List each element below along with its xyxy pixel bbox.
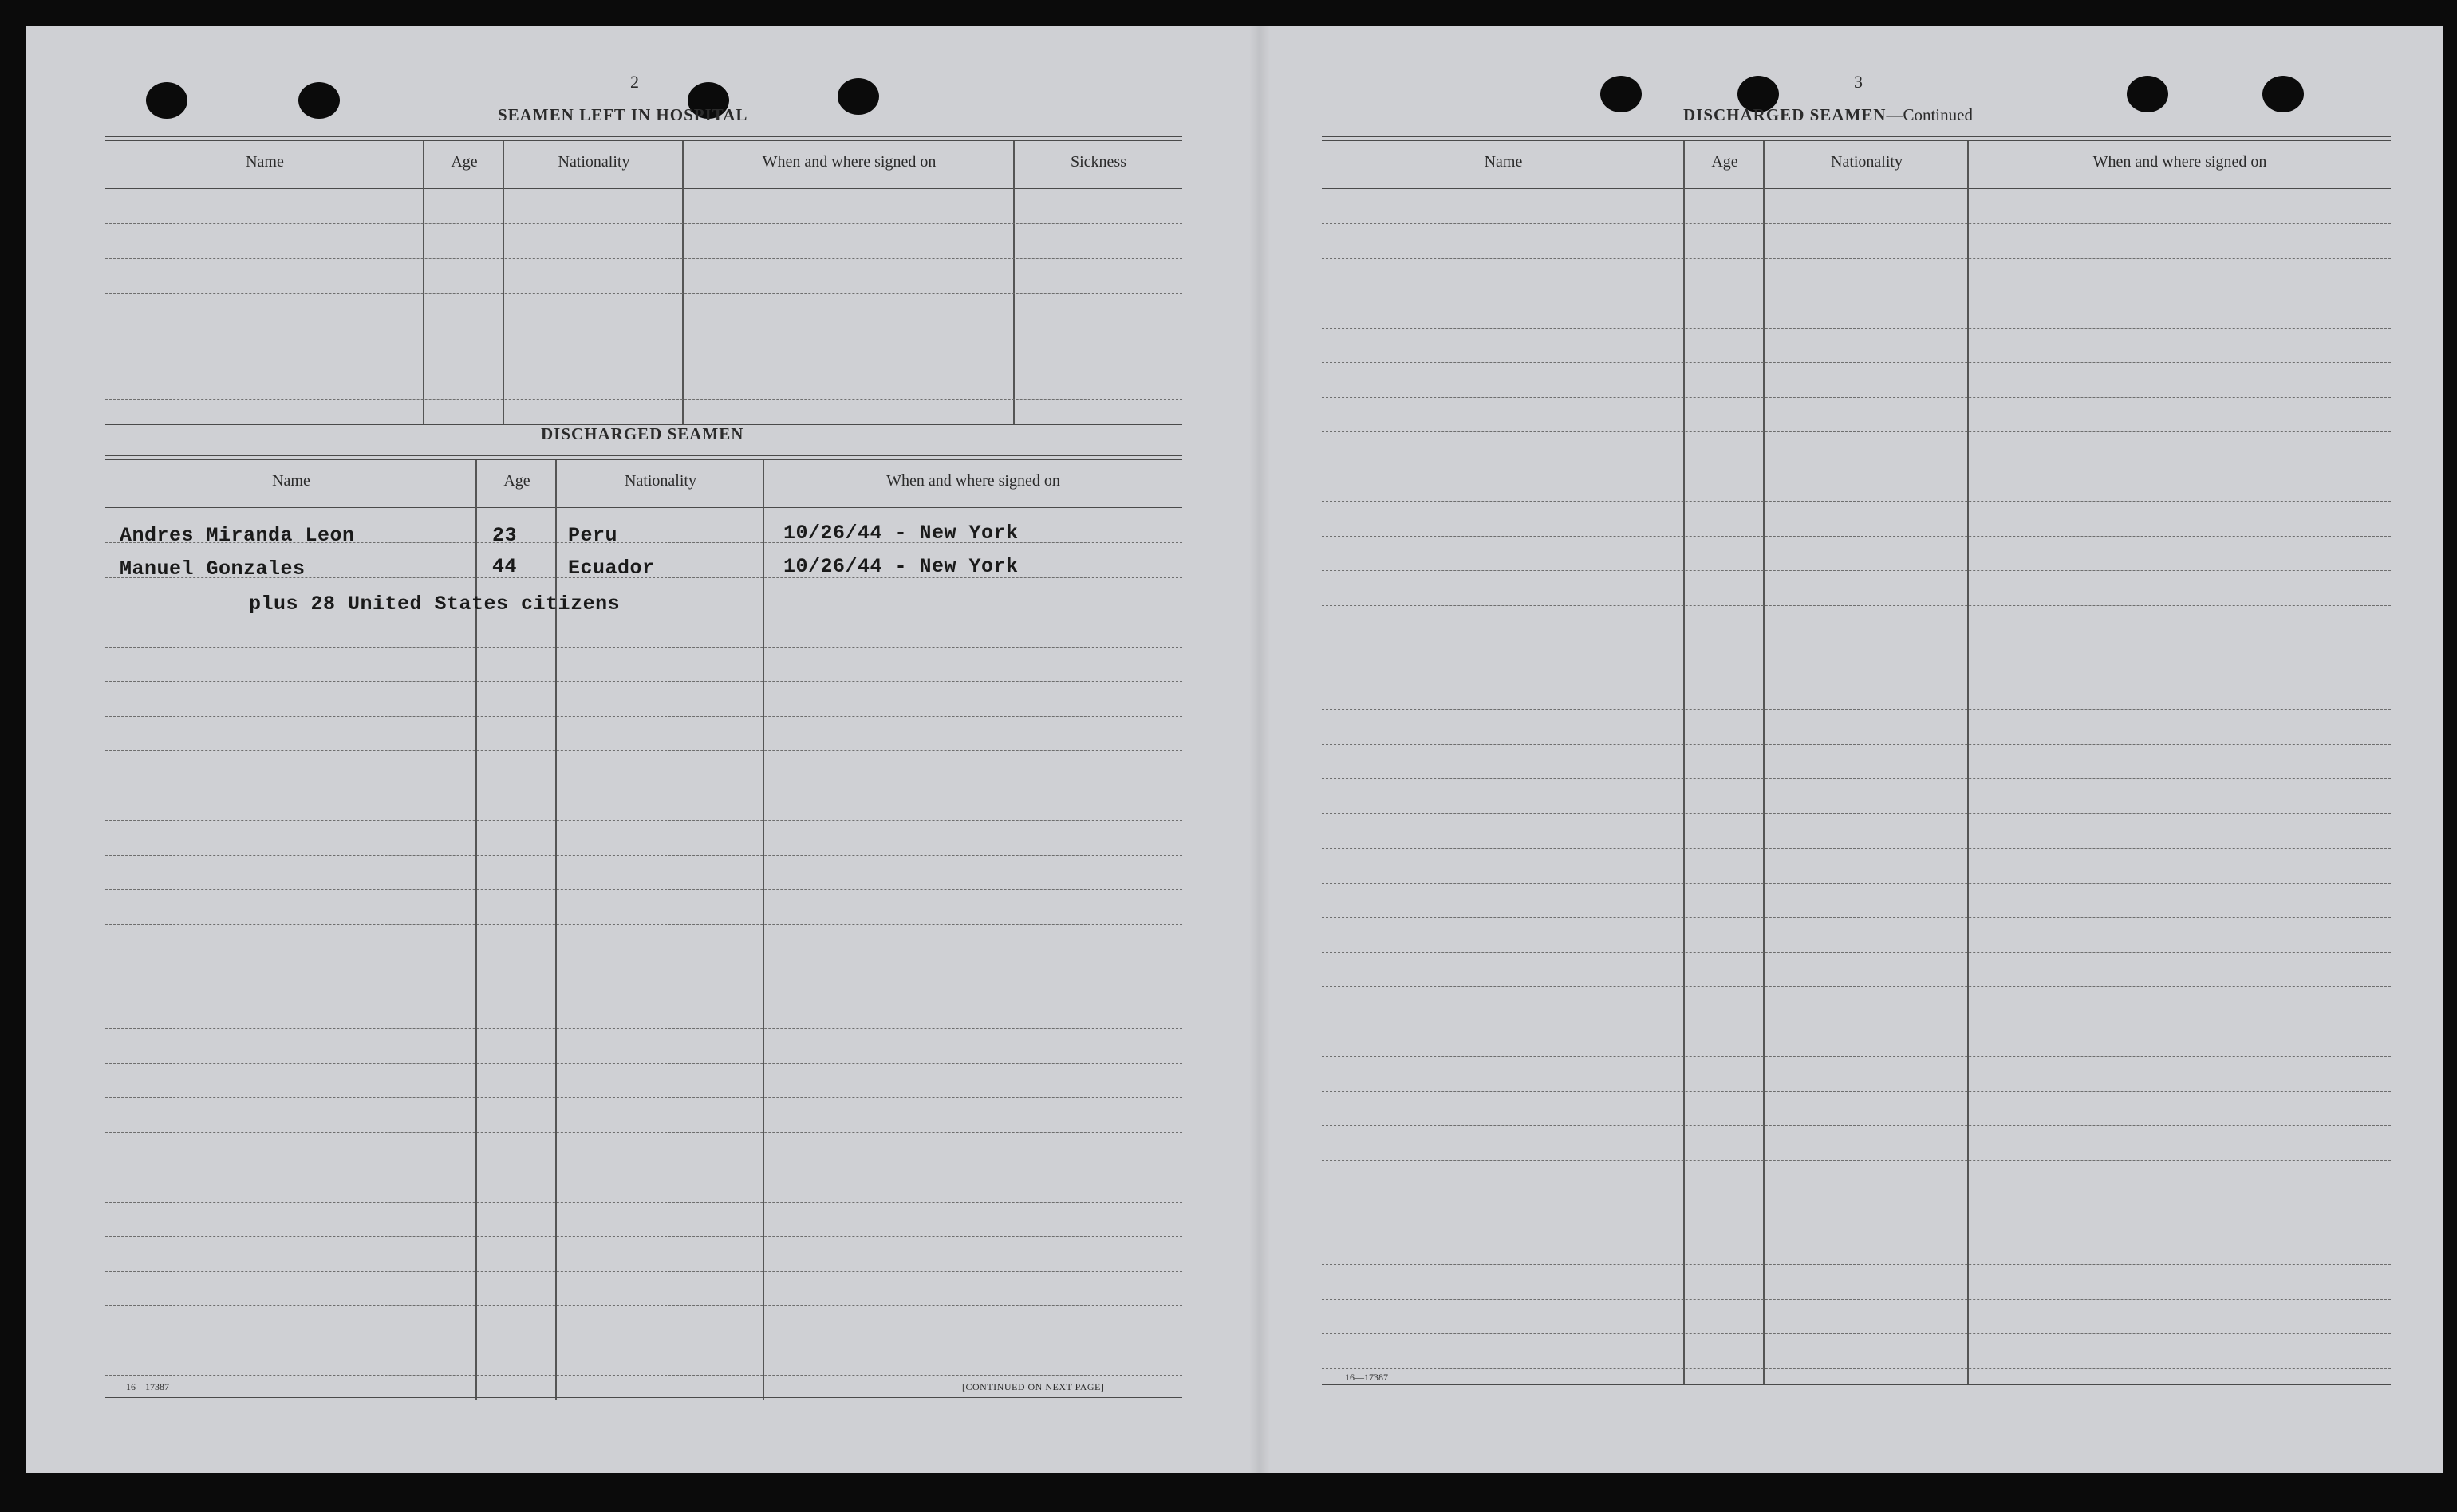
table-row-line [1322, 778, 2391, 779]
page-fold [1249, 26, 1270, 1473]
discharged-top-rule [105, 459, 1182, 460]
hospital-col-divider [423, 141, 424, 424]
punch-hole [1600, 76, 1642, 112]
right-page-number: 3 [1854, 72, 1863, 92]
table-row-line [1322, 709, 2391, 710]
hospital-col-name: Name [246, 153, 284, 171]
right-title-continued: —Continued [1886, 105, 1973, 124]
hospital-col-signed-on: When and where signed on [762, 153, 937, 171]
right-section-title [1683, 105, 1973, 125]
table-row-line [1322, 1299, 2391, 1300]
continued-note: [CONTINUED ON NEXT PAGE] [962, 1381, 1105, 1392]
table-row-line [1322, 744, 2391, 745]
table-row-line [105, 889, 1182, 890]
discharged-section-title: DISCHARGED SEAMEN [541, 424, 744, 443]
hospital-col-age: Age [451, 153, 478, 171]
discharged-col-age: Age [503, 472, 530, 490]
table-row-line [1322, 570, 2391, 571]
table-row-line [1322, 397, 2391, 398]
table-row-line [105, 1097, 1182, 1098]
table-row-line [1322, 848, 2391, 849]
table-row-line [1322, 258, 2391, 259]
right-col-name: Name [1484, 153, 1523, 171]
right-form-number: 16—17387 [1345, 1372, 1388, 1383]
discharged-col-divider [763, 460, 764, 1400]
left-page-number: 2 [630, 72, 639, 92]
table-row-line [105, 1028, 1182, 1029]
document-sheet [26, 26, 2443, 1473]
table-row-line [1322, 1056, 2391, 1057]
table-row-line [1322, 431, 2391, 432]
table-row-line [105, 1132, 1182, 1133]
table-row-line [1322, 917, 2391, 918]
discharged-top-rule [105, 455, 1182, 456]
seaman-1-age: 23 [492, 524, 518, 547]
table-row-line [1322, 986, 2391, 987]
hospital-top-rule [105, 140, 1182, 141]
table-row-line [105, 1271, 1182, 1272]
table-row-line [1322, 328, 2391, 329]
table-row-line [105, 681, 1182, 682]
table-row-line [1322, 362, 2391, 363]
table-row-line [105, 1375, 1182, 1376]
hospital-col-nationality: Nationality [558, 153, 630, 171]
punch-hole [298, 82, 340, 119]
table-row-line [1322, 501, 2391, 502]
hospital-section-title: SEAMEN LEFT IN HOSPITAL [498, 105, 748, 124]
table-row-line [1322, 813, 2391, 814]
table-row-line [1322, 952, 2391, 953]
hospital-col-sickness: Sickness [1071, 153, 1126, 171]
seaman-1-name: Andres Miranda Leon [120, 524, 355, 547]
hospital-top-rule [105, 136, 1182, 137]
table-row-line [1322, 223, 2391, 224]
right-top-rule [1322, 136, 2391, 137]
table-row-line [105, 924, 1182, 925]
seaman-2-age: 44 [492, 555, 518, 578]
table-row-line [105, 1305, 1182, 1306]
right-col-nationality: Nationality [1831, 153, 1903, 171]
table-row-line [1322, 883, 2391, 884]
punch-hole [146, 82, 187, 119]
hospital-row-line [105, 223, 1182, 224]
seaman-2-name: Manuel Gonzales [120, 557, 306, 581]
table-row-line [105, 1063, 1182, 1064]
table-row-line [1322, 1368, 2391, 1369]
table-row-line [1322, 1091, 2391, 1092]
table-row-line [105, 716, 1182, 717]
table-row-line [105, 647, 1182, 648]
right-col-age: Age [1711, 153, 1738, 171]
hospital-col-divider [1013, 141, 1015, 424]
table-row-line [1322, 605, 2391, 606]
seaman-1-nationality: Peru [568, 524, 618, 547]
discharged-bottom-rule [105, 1397, 1182, 1398]
seaman-2-nationality: Ecuador [568, 557, 655, 580]
discharged-col-name: Name [272, 472, 310, 490]
hospital-row-line [105, 399, 1182, 400]
discharged-col-signed-on: When and where signed on [886, 472, 1060, 490]
table-row-line [105, 750, 1182, 751]
table-row-line [105, 1202, 1182, 1203]
table-row-line [105, 1236, 1182, 1237]
punch-hole [838, 78, 879, 115]
discharged-col-nationality: Nationality [625, 472, 696, 490]
table-row-line [1322, 536, 2391, 537]
table-row-line [1322, 1264, 2391, 1265]
table-row-line [105, 855, 1182, 856]
hospital-col-divider [503, 141, 504, 424]
hospital-col-divider [682, 141, 684, 424]
discharged-header-rule [105, 507, 1182, 508]
us-citizens-note: plus 28 United States citizens [249, 593, 621, 616]
hospital-header-rule [105, 188, 1182, 189]
table-row-line [1322, 1160, 2391, 1161]
table-row-line [1322, 1125, 2391, 1126]
hospital-row-line [105, 293, 1182, 294]
left-form-number: 16—17387 [126, 1381, 169, 1392]
seaman-2-signed-on: 10/26/44 - New York [783, 555, 1019, 578]
right-header-rule [1322, 188, 2391, 189]
right-bottom-rule [1322, 1384, 2391, 1385]
right-top-rule [1322, 140, 2391, 141]
table-row-line [105, 820, 1182, 821]
punch-hole [2127, 76, 2168, 112]
hospital-row-line [105, 258, 1182, 259]
seaman-1-signed-on: 10/26/44 - New York [783, 522, 1019, 545]
table-row-line [1322, 1333, 2391, 1334]
punch-hole [2262, 76, 2304, 112]
right-title-main: DISCHARGED SEAMEN [1683, 105, 1887, 124]
right-col-signed-on: When and where signed on [2092, 153, 2267, 171]
